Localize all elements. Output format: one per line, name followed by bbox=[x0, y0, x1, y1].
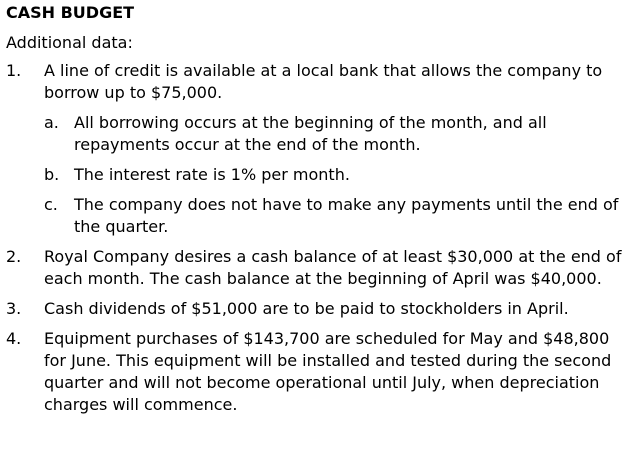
list-item-number: 2. bbox=[6, 247, 22, 266]
document-subtitle: Additional data: bbox=[6, 33, 133, 52]
sub-list-letter: a. bbox=[44, 113, 59, 132]
sub-list-item-a bbox=[44, 112, 624, 156]
sub-list-text: The interest rate is 1% per month. bbox=[74, 165, 350, 184]
list-item-text: Equipment purchases of $143,700 are scheduled for May and $48,800 for June. This equipment will be installed and tested during the second quarter and will not become operational until July, when depreciation charges will commence. bbox=[44, 329, 612, 414]
sub-list bbox=[44, 112, 624, 238]
list-item-number: 4. bbox=[6, 329, 22, 348]
list-item-body bbox=[44, 60, 624, 238]
list-item-number: 3. bbox=[6, 299, 22, 318]
list-item-text: Royal Company desires a cash balance of at least $30,000 at the end of each month. The cash balance at the beginning of April was $40,000. bbox=[44, 247, 622, 288]
list-item-4 bbox=[6, 328, 624, 416]
numbered-list bbox=[6, 60, 624, 416]
sub-list-item-c bbox=[44, 194, 624, 238]
list-item-3 bbox=[6, 298, 624, 320]
list-item-1 bbox=[6, 60, 624, 238]
sub-list-item-b bbox=[44, 164, 624, 186]
list-item-2 bbox=[6, 246, 624, 290]
sub-list-text: All borrowing occurs at the beginning of the month, and all repayments occur at the end of the month. bbox=[74, 113, 547, 154]
sub-list-letter: b. bbox=[44, 165, 60, 184]
list-item-text: A line of credit is available at a local bank that allows the company to borrow up to $75,000. bbox=[44, 61, 603, 102]
list-item-number: 1. bbox=[6, 61, 22, 80]
sub-list-text: The company does not have to make any payments until the end of the quarter. bbox=[74, 195, 619, 236]
list-item-text: Cash dividends of $51,000 are to be paid to stockholders in April. bbox=[44, 299, 569, 318]
sub-list-letter: c. bbox=[44, 195, 58, 214]
document-title: CASH BUDGET bbox=[6, 3, 135, 22]
